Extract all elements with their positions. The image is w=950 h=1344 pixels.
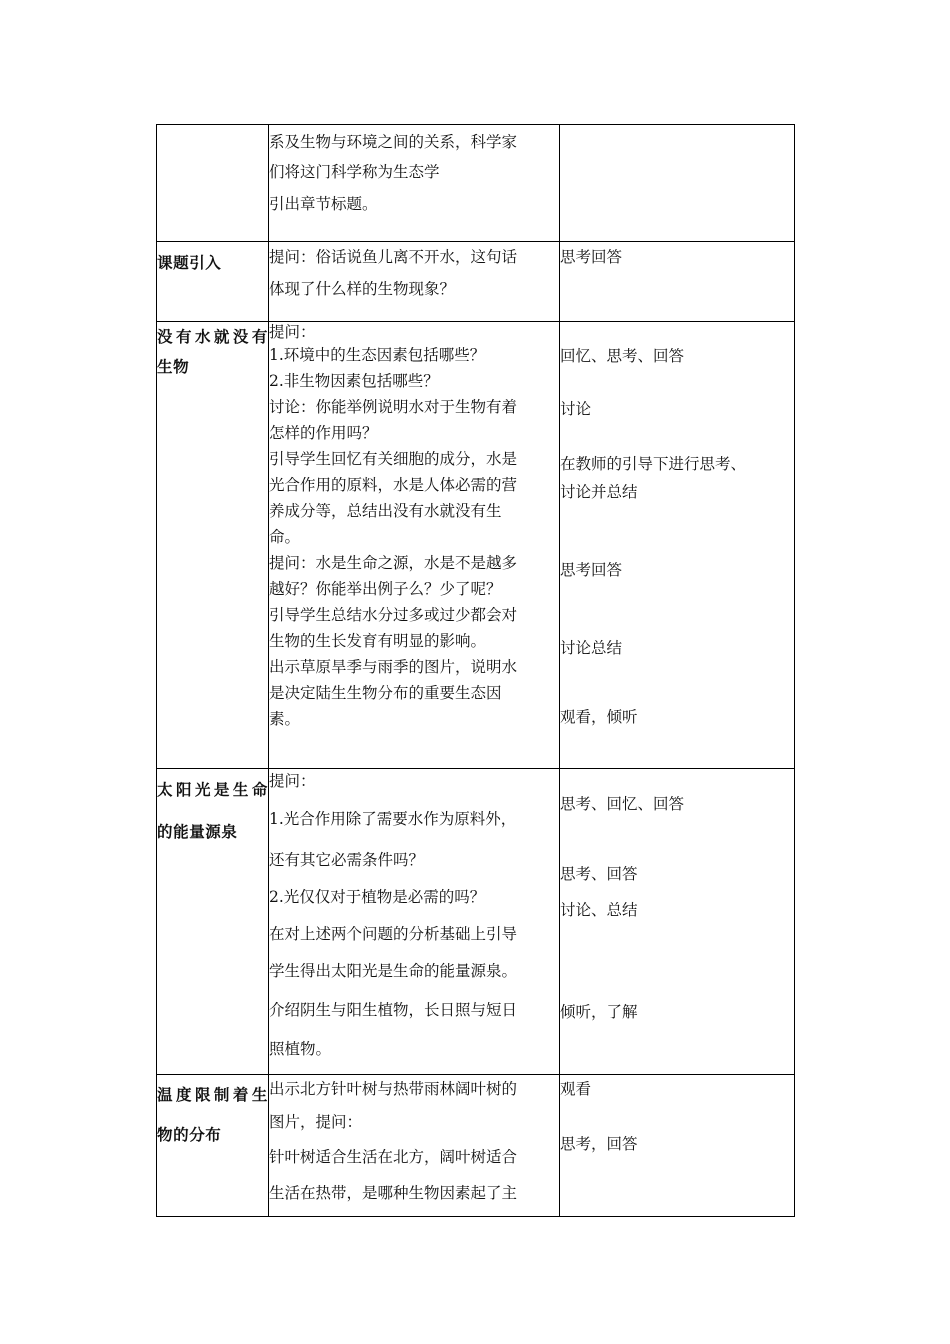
topic-cell: 温度限制着生物的分布 [157,1075,269,1217]
teacher-line: 2.光仅仅对于植物是必需的吗？ [269,888,486,906]
teacher-line: 1.光合作用除了需要水作为原料外， [269,810,517,828]
teacher-line: 在对上述两个问题的分析基础上引导 [269,925,518,943]
student-line: 思考、回忆、回答 [560,795,685,813]
teacher-line: 还有其它必需条件吗？ [269,851,425,869]
teacher-line: 介绍阴生与阳生植物，长日照与短日 [269,1001,518,1019]
teacher-line: 养成分等，总结出没有水就没有生 [269,502,502,520]
table-row [157,322,795,769]
teacher-activity-cell [269,125,560,242]
student-line: 思考、回答 [560,865,638,883]
teacher-line: 们将这门科学称为生态学 [269,163,440,181]
teacher-line: 引出章节标题。 [269,195,378,213]
student-activity-cell [560,1075,795,1217]
teacher-line: 照植物。 [269,1040,332,1058]
teacher-line: 命。 [269,528,301,546]
student-line: 观看，倾听 [560,708,638,726]
teacher-line: 怎样的作用吗？ [269,424,378,442]
teacher-activity-cell [269,322,560,769]
teacher-line: 出示草原旱季与雨季的图片，说明水 [269,658,518,676]
teacher-line: 图片，提问： [269,1113,363,1131]
topic-cell: 太阳光是生命的能量源泉 [157,769,269,1075]
student-line: 观看 [560,1080,592,1098]
teacher-line: 引导学生总结水分过多或过少都会对 [269,606,518,624]
student-line: 倾听，了解 [560,1003,638,1021]
table-row [157,242,795,322]
teacher-line: 出示北方针叶树与热带雨林阔叶树的 [269,1080,518,1098]
student-line: 思考回答 [560,248,623,266]
student-line: 思考回答 [560,561,623,579]
student-line: 讨论并总结 [560,483,638,501]
teacher-line: 生活在热带，是哪种生物因素起了主 [269,1184,518,1202]
topic-cell: 没有水就没有生物 [157,322,269,769]
student-activity-cell [560,242,795,322]
student-line: 讨论、总结 [560,901,638,919]
teacher-line: 越好？你能举出例子么？少了呢？ [269,580,502,598]
topic-cell: 课题引入 [157,242,269,322]
teacher-activity-cell [269,1075,560,1217]
teacher-activity-cell [269,242,560,322]
teacher-line: 提问：水是生命之源，水是不是越多 [269,554,518,572]
teacher-line: 生物的生长发育有明显的影响。 [269,632,487,650]
topic-cell [157,125,269,242]
teacher-line: 针叶树适合生活在北方，阔叶树适合 [269,1148,518,1166]
teacher-line: 体现了什么样的生物现象？ [269,280,456,298]
student-activity-cell [560,769,795,1075]
teacher-line: 光合作用的原料，水是人体必需的营 [269,476,518,494]
teacher-line: 系及生物与环境之间的关系，科学家 [269,133,518,151]
student-activity-cell [560,322,795,769]
student-line: 回忆、思考、回答 [560,347,685,365]
teacher-line: 提问：俗话说鱼儿离不开水，这句话 [269,248,518,266]
table-row [157,769,795,1075]
teacher-line: 讨论：你能举例说明水对于生物有着 [269,398,518,416]
student-line: 在教师的引导下进行思考、 [560,455,747,473]
teacher-line: 引导学生回忆有关细胞的成分，水是 [269,450,518,468]
teacher-line: 1.环境中的生态因素包括哪些？ [269,346,486,364]
student-activity-cell [560,125,795,242]
table-row [157,125,795,242]
teacher-line: 素。 [269,710,301,728]
teacher-line: 提问： [269,323,316,341]
teacher-line: 学生得出太阳光是生命的能量源泉。 [269,962,518,980]
teacher-line: 是决定陆生生物分布的重要生态因 [269,684,502,702]
table-row [157,1075,795,1217]
teacher-line: 2.非生物因素包括哪些？ [269,372,439,390]
lesson-plan-table [156,124,795,1217]
teacher-line: 提问： [269,772,316,790]
student-line: 讨论 [560,400,592,418]
student-line: 讨论总结 [560,639,623,657]
student-line: 思考，回答 [560,1135,638,1153]
teacher-activity-cell [269,769,560,1075]
